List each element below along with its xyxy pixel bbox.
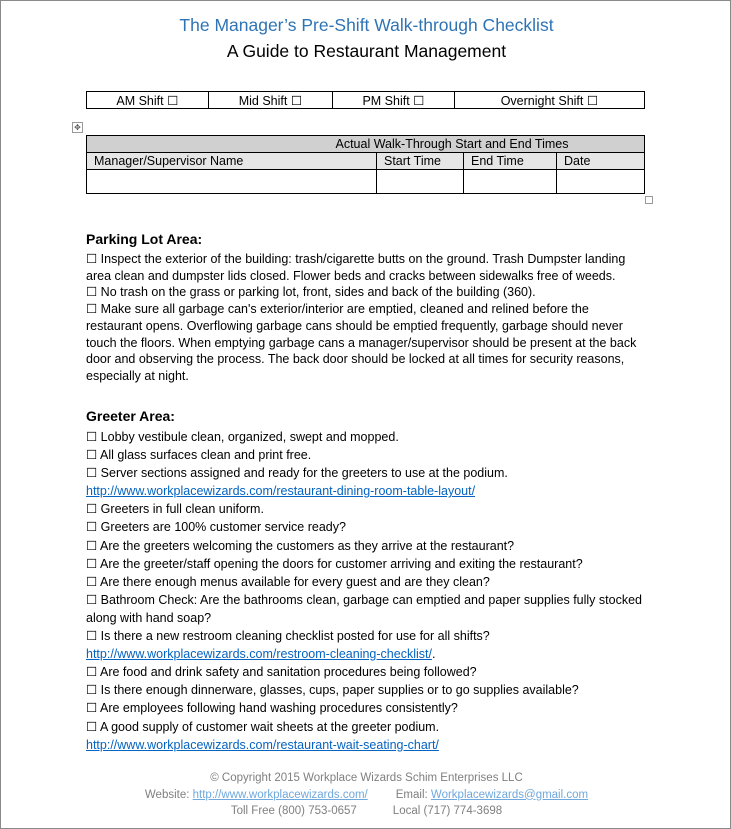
checklist-item: ☐ Inspect the exterior of the building: trash/cigarette butts on the ground. Trash Dumpster landing area clean and dumpster lids closed. Flower beds and cracks between sidewalks free of weeds. bbox=[86, 252, 626, 283]
shift-pm[interactable]: PM Shift ☐ bbox=[333, 92, 455, 109]
cell-manager-name[interactable] bbox=[87, 170, 377, 194]
table-resize-handle[interactable] bbox=[645, 196, 653, 204]
checklist-item: ☐ Server sections assigned and ready for the greeters to use at the podium. bbox=[86, 466, 508, 481]
section-heading: Greeter Area: bbox=[86, 408, 175, 424]
checklist-item: ☐ Greeters in full clean uniform. bbox=[86, 502, 264, 517]
email-link[interactable]: Workplacewizards@gmail.com bbox=[430, 788, 589, 801]
shift-mid[interactable]: Mid Shift ☐ bbox=[208, 92, 332, 109]
checklist-item: ☐ Bathroom Check: Are the bathrooms clean, garbage can emptied and paper supplies fully stocked along with hand soap? bbox=[86, 592, 642, 625]
checklist-item: ☐ Are food and drink safety and sanitation procedures being followed? bbox=[86, 665, 477, 680]
copyright: © Copyright 2015 Workplace Wizards Schim Enterprises LLC bbox=[210, 772, 523, 784]
cell-end-time[interactable] bbox=[464, 170, 557, 194]
checklist-item: ☐ Lobby vestibule clean, organized, swept and mopped. bbox=[86, 430, 399, 444]
cell-start-time[interactable] bbox=[377, 170, 464, 194]
table-move-handle-icon[interactable]: ✥ bbox=[72, 122, 83, 133]
website-label: Website: bbox=[144, 788, 193, 801]
checklist-item: ☐ Make sure all garbage can's exterior/interior are emptied, cleaned and relined before the restaurant opens. Overflowing garbage cans should be emptied frequently, garbage should never touch the floors. When emptying garbage cans a manager/supervisor should be present at the back door and observing the process. The back door should be locked at all times for security reasons, especially at night. bbox=[86, 302, 637, 383]
cell-date[interactable] bbox=[557, 170, 645, 194]
section-heading: Parking Lot Area: bbox=[86, 231, 203, 247]
col-date: Date bbox=[557, 153, 645, 170]
toll-free-phone: Toll Free (800) 753-0657 bbox=[230, 805, 357, 817]
checklist-item: ☐ A good supply of customer wait sheets at the greeter podium. bbox=[86, 719, 440, 734]
link-wait-seating-chart[interactable]: http://www.workplacewizards.com/restaurant-wait-seating-chart/ bbox=[86, 737, 439, 752]
shift-am[interactable]: AM Shift ☐ bbox=[87, 92, 209, 109]
parking-section bbox=[86, 231, 646, 385]
times-table-header: Actual Walk-Through Start and End Times bbox=[87, 136, 645, 153]
checklist-item: ☐ Greeters are 100% customer service ready? bbox=[86, 520, 346, 535]
greeter-section: Greeter Area: ☐ Lobby vestibule clean, organized, swept and mopped. ☐ All glass surfaces clean and print free. ☐ Server sections assigned and ready for the greeters to use at the podium. http://www.workplacewizards.com/restaurant-dining-room-table-layout/ ☐ Greeters in full clean uniform. ☐ Greeters are 100% customer service ready? ☐ Are the greeters welcoming the customers as they arrive at the restaurant? ☐ Are the greeter/staff opening the doors for customer arriving and exiting the restaurant? ☐ Are there enough menus available for every guest and are they clean? ☐ Bathroom Check: Are the bathrooms clean, garbage can emptied and paper supplies fully stocked along with hand soap? ☐ Is there a new restroom cleaning checklist posted for use for all shifts? http://www.workplacewizards.com/restroom-cleaning-checklist/. ☐ Are food and drink safety and sanitation procedures being followed? ☐ Is there enough dinnerware, glasses, cups, paper supplies or to go supplies available? ☐ Are employees following hand washing procedures consistently? ☐ A good supply of customer wait sheets at the greeter podium. http://www.workplacewizards.com/restaurant-wait-seating-chart/ bbox=[86, 408, 646, 754]
checklist-item: ☐ Are employees following hand washing procedures consistently? bbox=[86, 701, 458, 716]
col-manager-name: Manager/Supervisor Name bbox=[87, 153, 377, 170]
col-end-time: End Time bbox=[464, 153, 557, 170]
document-subtitle: A Guide to Restaurant Management bbox=[226, 41, 507, 61]
link-table-layout[interactable]: http://www.workplacewizards.com/restaurant-dining-room-table-layout/ bbox=[86, 484, 476, 499]
checklist-item: ☐ Are the greeters welcoming the customers as they arrive at the restaurant? bbox=[86, 538, 515, 553]
col-start-time: Start Time bbox=[377, 153, 464, 170]
checklist-item: ☐ All glass surfaces clean and print free. bbox=[86, 448, 312, 463]
email-label: Email: bbox=[395, 788, 431, 801]
shift-overnight[interactable]: Overnight Shift ☐ bbox=[454, 92, 644, 109]
checklist-item: ☐ Are the greeter/staff opening the doors for customer arriving and exiting the restaurant? bbox=[86, 556, 583, 571]
checklist-item: ☐ No trash on the grass or parking lot, front, sides and back of the building (360). bbox=[86, 285, 536, 300]
shift-table bbox=[86, 91, 645, 109]
footer bbox=[1, 770, 731, 820]
walkthrough-times-table bbox=[86, 135, 645, 194]
checklist-item: ☐ Is there enough dinnerware, glasses, cups, paper supplies or to go supplies available? bbox=[86, 683, 579, 698]
website-link[interactable]: http://www.workplacewizards.com/ bbox=[192, 788, 368, 801]
link-restroom-checklist[interactable]: http://www.workplacewizards.com/restroom-cleaning-checklist/ bbox=[86, 647, 432, 662]
local-phone: Local (717) 774-3698 bbox=[392, 805, 503, 817]
checklist-item: ☐ Is there a new restroom cleaning checklist posted for use for all shifts? bbox=[86, 629, 490, 644]
checklist-item: ☐ Are there enough menus available for every guest and are they clean? bbox=[86, 574, 490, 589]
document-title: The Manager’s Pre-Shift Walk-through Checklist bbox=[179, 15, 554, 35]
